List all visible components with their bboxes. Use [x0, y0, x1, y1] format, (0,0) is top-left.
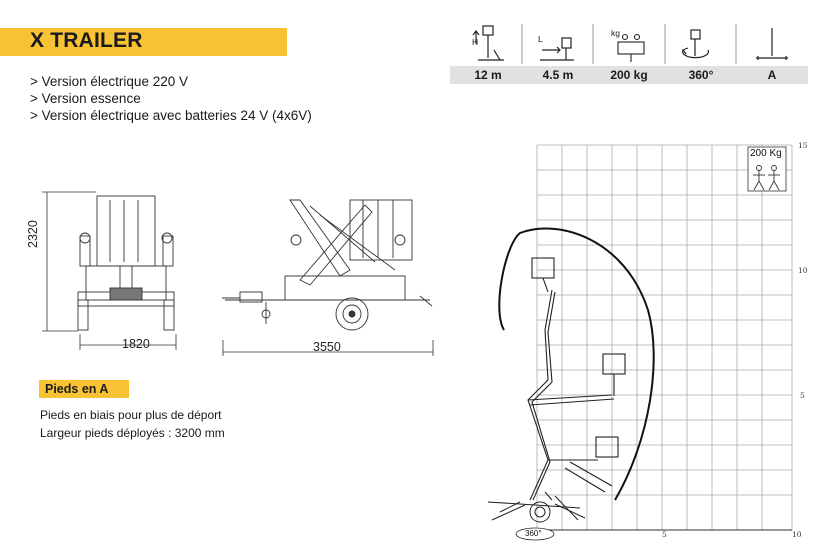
y-tick-label: 15 [798, 141, 808, 150]
capacity-unit: kg [611, 28, 620, 38]
y-tick-label: 5 [800, 391, 805, 400]
pieds-tag: Pieds en A [39, 380, 129, 398]
height-dimension-label: 2320 [26, 220, 40, 248]
pieds-line: Largeur pieds déployés : 3200 mm [40, 426, 225, 440]
x-tick-label: 5 [662, 530, 667, 539]
spec-height-value: 12 m [474, 68, 502, 82]
height-unit: H [472, 37, 479, 47]
product-title: X TRAILER [30, 29, 143, 52]
x-tick-label: 10 [792, 530, 802, 539]
pieds-line: Pieds en biais pour plus de déport [40, 408, 222, 422]
boom-positions [528, 258, 625, 500]
rotation-label: 360° [525, 529, 542, 538]
base-drawing [488, 492, 585, 522]
version-item: > Version électrique 220 V [30, 74, 188, 89]
spec-outrigger-value: A [767, 68, 777, 82]
working-envelope-curve [499, 229, 653, 500]
spec-outreach-value: 4.5 m [542, 68, 574, 82]
length-dimension-label: 3550 [313, 340, 341, 354]
spec-capacity-value: 200 kg [610, 68, 648, 82]
y-tick-label: 10 [798, 266, 808, 275]
version-item: > Version essence [30, 91, 141, 106]
version-item: > Version électrique avec batteries 24 V (4x6V) [30, 108, 312, 123]
width-dimension-label: 1820 [122, 337, 150, 351]
outreach-unit: L [538, 34, 543, 44]
spec-rotation-value: 360° [688, 68, 714, 82]
capacity-label: 200 Kg [750, 148, 782, 159]
diagram-grid [537, 145, 792, 530]
